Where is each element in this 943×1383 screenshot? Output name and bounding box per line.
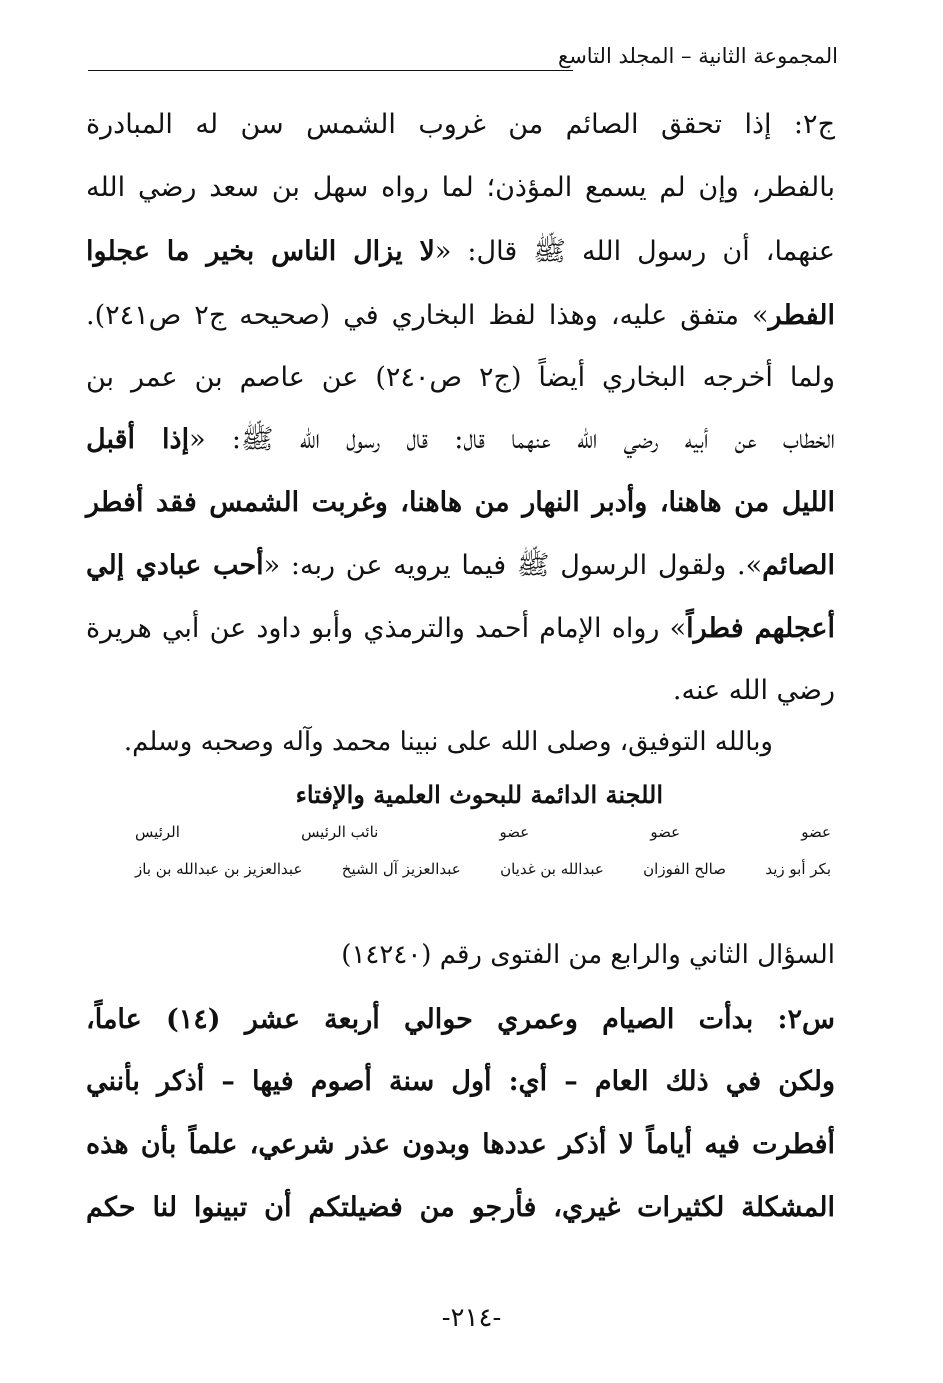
answer-line: [86, 168, 835, 208]
answer-line: [86, 296, 835, 336]
answer-line: [86, 420, 835, 460]
question-line: أفطرت فيه أياماً لا أذكر عددها وبدون عذر شرعي، علماً بأن هذه: [86, 1129, 835, 1160]
member-name: بكر أبو زيد: [765, 860, 831, 878]
member-roles: [135, 823, 831, 841]
answer-line: [86, 609, 835, 649]
question-title: السؤال الثاني والرابع من الفتوى رقم (١٤٢٤٠): [341, 940, 835, 970]
member-name: عبدالعزيز بن عبدالله بن باز: [135, 860, 303, 878]
question-line: المشكلة لكثيرات غيري، فأرجو من فضيلتكم أن تبينوا لنا حكم: [86, 1192, 835, 1223]
answer-line: [86, 358, 835, 398]
answer-text: ج٢: إذا تحقق الصائم من غروب الشمس سن له المبادرة: [86, 109, 835, 140]
answer-text: » متفق عليه، وهذا لفظ البخاري في (صحيحه ج٢ ص٢٤١).: [86, 300, 769, 331]
member-name: عبدالله بن غديان: [500, 860, 604, 878]
question-line: س٢: بدأت الصيام وعمري حوالي أربعة عشر (١٤) عاماً،: [86, 1004, 835, 1035]
member-role: الرئيس: [135, 823, 180, 841]
member-names: [135, 860, 831, 878]
header-rule: [88, 70, 573, 71]
running-header: المجموعة الثانية – المجلد التاسع: [558, 44, 838, 68]
hadith-quote: إذا أقبل: [86, 424, 190, 455]
answer-text: بالفطر، وإن لم يسمع المؤذن؛ لما رواه سهل بن سعد رضي الله: [86, 172, 835, 203]
answer-text: رضي الله عنه.: [672, 675, 835, 706]
answer-line: [86, 546, 835, 586]
answer-line: [86, 671, 835, 711]
member-role: عضو: [499, 823, 530, 841]
question-line: ولكن في ذلك العام – أي: أول سنة أصوم فيها – أذكر بأنني: [86, 1066, 835, 1097]
hadith-quote: لا يزال الناس بخير ما عجلوا: [86, 236, 435, 267]
hadith-quote: أحب عبادي إلي: [86, 550, 264, 581]
member-name: عبدالعزيز آل الشيخ: [341, 860, 461, 878]
answer-text: ». ولقول الرسول ﷺ فيما يرويه عن ربه: «: [263, 550, 763, 581]
page-number: -٢١٤-: [441, 1303, 502, 1333]
member-name: صالح الفوزان: [643, 860, 726, 878]
answer-text: ولما أخرجه البخاري أيضاً (ج٢ ص٢٤٠) عن عاصم بن عمر بن: [86, 362, 835, 393]
answer-text: الخطاب عن أبيه رضي الله عنهما قال: قال رسول الله ﷺ: «: [189, 424, 835, 455]
hadith-quote: الفطر: [768, 300, 835, 331]
answer-line: [86, 483, 835, 523]
hadith-quote: الليل من هاهنا، وأدبر النهار من هاهنا، وغربت الشمس فقد أفطر: [86, 487, 835, 518]
closing-line: وبالله التوفيق، وصلى الله على نبينا محمد وآله وصحبه وسلم.: [123, 727, 773, 757]
answer-text: » رواه الإمام أحمد والترمذي وأبو داود عن أبي هريرة: [86, 613, 687, 644]
member-role: عضو: [650, 823, 681, 841]
committee-title: اللجنة الدائمة للبحوث العلمية والإفتاء: [295, 780, 663, 809]
hadith-quote: أعجلهم فطراً: [686, 613, 835, 644]
answer-text: عنهما، أن رسول الله ﷺ قال: «: [434, 236, 835, 267]
member-role: نائب الرئيس: [301, 823, 379, 841]
answer-line: [86, 232, 835, 272]
member-role: عضو: [801, 823, 831, 841]
hadith-quote: الصائم: [762, 550, 835, 581]
answer-line: [86, 105, 835, 145]
